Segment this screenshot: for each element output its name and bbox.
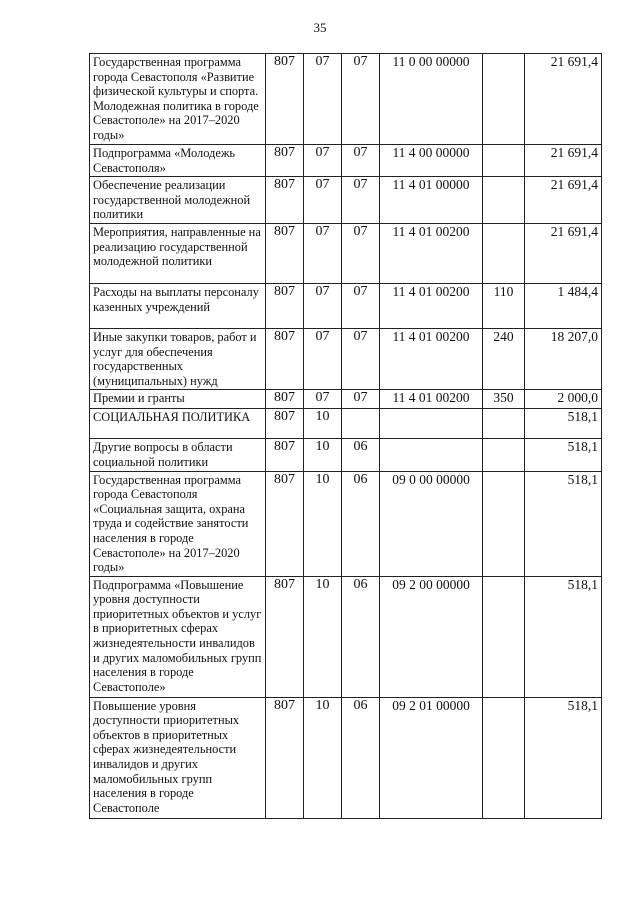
- cell-csr: [380, 439, 483, 471]
- cell-sum: 1 484,4: [525, 283, 602, 328]
- cell-sum: 21 691,4: [525, 177, 602, 224]
- cell-sum: 21 691,4: [525, 145, 602, 177]
- table-row: [90, 576, 602, 697]
- cell-pr: 06: [342, 471, 380, 576]
- cell-csr: 09 2 01 00000: [380, 697, 483, 818]
- cell-pr: 06: [342, 439, 380, 471]
- cell-sum: 518,1: [525, 409, 602, 439]
- cell-ved: 807: [266, 283, 304, 328]
- cell-vr: 240: [483, 328, 525, 389]
- cell-sum: 21 691,4: [525, 223, 602, 283]
- cell-pr: [342, 409, 380, 439]
- cell-sum: 518,1: [525, 439, 602, 471]
- cell-rz: 10: [304, 439, 342, 471]
- cell-rz: 07: [304, 328, 342, 389]
- cell-ved: 807: [266, 223, 304, 283]
- cell-name: Подпрограмма «Молодежь Севастополя»: [90, 145, 266, 177]
- cell-ved: 807: [266, 177, 304, 224]
- cell-vr: [483, 177, 525, 224]
- cell-vr: 110: [483, 283, 525, 328]
- cell-ved: 807: [266, 697, 304, 818]
- cell-pr: 06: [342, 576, 380, 697]
- cell-name: Мероприятия, направленные на реализацию государственной молодежной политики: [90, 223, 266, 283]
- table-row: [90, 283, 602, 328]
- table-row: [90, 390, 602, 409]
- table-row: [90, 471, 602, 576]
- cell-rz: 07: [304, 390, 342, 409]
- cell-ved: 807: [266, 390, 304, 409]
- cell-vr: [483, 54, 525, 145]
- cell-ved: 807: [266, 576, 304, 697]
- cell-pr: 07: [342, 390, 380, 409]
- cell-pr: 07: [342, 177, 380, 224]
- cell-name: Государственная программа города Севастополя «Развитие физической культуры и спорта. Молодежная политика в городе Севастополе» на 2017–2020 годы»: [90, 54, 266, 145]
- cell-csr: 11 4 01 00200: [380, 328, 483, 389]
- page-number: 35: [313, 20, 327, 35]
- cell-csr: 09 2 00 00000: [380, 576, 483, 697]
- cell-vr: [483, 439, 525, 471]
- cell-rz: 10: [304, 409, 342, 439]
- cell-ved: 807: [266, 54, 304, 145]
- cell-rz: 07: [304, 223, 342, 283]
- cell-csr: 11 0 00 00000: [380, 54, 483, 145]
- cell-pr: 07: [342, 145, 380, 177]
- cell-csr: 11 4 01 00200: [380, 390, 483, 409]
- budget-table: [89, 53, 602, 819]
- cell-name: Обеспечение реализации государственной молодежной политики: [90, 177, 266, 224]
- cell-pr: 07: [342, 283, 380, 328]
- cell-sum: 518,1: [525, 576, 602, 697]
- cell-rz: 07: [304, 54, 342, 145]
- cell-vr: [483, 576, 525, 697]
- cell-pr: 07: [342, 328, 380, 389]
- cell-name: Государственная программа города Севастополя «Социальная защита, охрана труда и содействие занятости населения в городе Севастополе» на 2017–2020 годы»: [90, 471, 266, 576]
- cell-vr: 350: [483, 390, 525, 409]
- cell-rz: 07: [304, 283, 342, 328]
- cell-name: Расходы на выплаты персоналу казенных учреждений: [90, 283, 266, 328]
- table-row: [90, 223, 602, 283]
- cell-sum: 21 691,4: [525, 54, 602, 145]
- cell-vr: [483, 697, 525, 818]
- cell-pr: 06: [342, 697, 380, 818]
- cell-name: Премии и гранты: [90, 390, 266, 409]
- table-row: [90, 177, 602, 224]
- cell-ved: 807: [266, 439, 304, 471]
- cell-csr: 11 4 00 00000: [380, 145, 483, 177]
- cell-rz: 10: [304, 697, 342, 818]
- cell-name: Повышение уровня доступности приоритетных объектов в приоритетных сферах жизнедеятельности инвалидов и других маломобильных групп населения в городе Севастополе: [90, 697, 266, 818]
- cell-name: СОЦИАЛЬНАЯ ПОЛИТИКА: [90, 409, 266, 439]
- table-row: [90, 439, 602, 471]
- cell-vr: [483, 223, 525, 283]
- cell-csr: 09 0 00 00000: [380, 471, 483, 576]
- cell-csr: 11 4 01 00000: [380, 177, 483, 224]
- cell-sum: 18 207,0: [525, 328, 602, 389]
- cell-ved: 807: [266, 145, 304, 177]
- cell-ved: 807: [266, 328, 304, 389]
- cell-vr: [483, 471, 525, 576]
- cell-sum: 518,1: [525, 471, 602, 576]
- cell-sum: 518,1: [525, 697, 602, 818]
- table-row: [90, 54, 602, 145]
- budget-table-body: [90, 54, 602, 819]
- cell-vr: [483, 409, 525, 439]
- cell-rz: 07: [304, 145, 342, 177]
- cell-rz: 10: [304, 471, 342, 576]
- cell-csr: 11 4 01 00200: [380, 283, 483, 328]
- table-row: [90, 328, 602, 389]
- cell-name: Подпрограмма «Повышение уровня доступности приоритетных объектов и услуг в приоритетных сферах жизнедеятельности инвалидов и других маломобильных групп населения в городе Севастополе»: [90, 576, 266, 697]
- table-row: [90, 409, 602, 439]
- cell-ved: 807: [266, 409, 304, 439]
- cell-pr: 07: [342, 54, 380, 145]
- cell-csr: [380, 409, 483, 439]
- cell-name: Другие вопросы в области социальной политики: [90, 439, 266, 471]
- table-row: [90, 145, 602, 177]
- cell-name: Иные закупки товаров, работ и услуг для обеспечения государственных (муниципальных) нужд: [90, 328, 266, 389]
- cell-vr: [483, 145, 525, 177]
- table-row: [90, 697, 602, 818]
- cell-rz: 10: [304, 576, 342, 697]
- cell-sum: 2 000,0: [525, 390, 602, 409]
- cell-ved: 807: [266, 471, 304, 576]
- cell-pr: 07: [342, 223, 380, 283]
- cell-rz: 07: [304, 177, 342, 224]
- cell-csr: 11 4 01 00200: [380, 223, 483, 283]
